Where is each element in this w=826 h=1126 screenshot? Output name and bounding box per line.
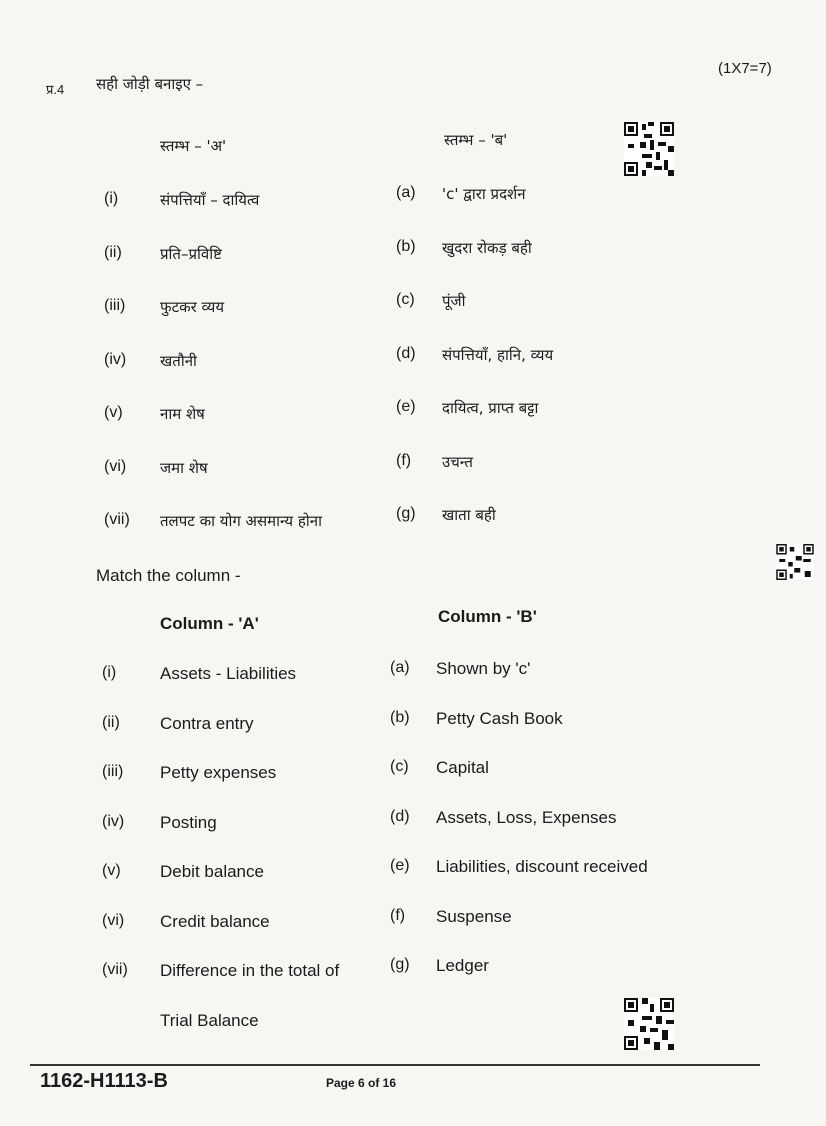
question-number: प्र.4 [46,82,65,97]
english-row-b-text: Capital [436,758,489,777]
hindi-row-b-text: खुदरा रोकड़ बही [442,238,532,257]
english-row-b-text: Ledger [436,956,489,975]
hindi-row-b-letter: (b) [396,237,416,255]
hindi-row-a-number: (vi) [104,457,127,475]
english-row-b-letter: (d) [390,807,410,825]
english-row-a-number: (ii) [102,713,120,731]
english-row-a-text: Credit balance [160,911,270,931]
hindi-column-b-header: स्तम्भ – 'ब' [444,131,508,149]
hindi-row-b-letter: (f) [396,451,412,469]
english-row-b-text: Assets, Loss, Expenses [436,807,617,827]
english-row-a-number: (vi) [102,911,125,929]
footer-divider [30,1064,760,1066]
hindi-row-a-number: (iii) [104,297,126,314]
english-row-a-number: (iii) [102,763,124,780]
english-row-a-text: Posting [160,812,217,832]
english-row-b-text: Shown by 'c' [436,659,531,678]
english-row-b-text: Liabilities, discount received [436,857,648,876]
english-instruction: Match the column - [96,566,241,585]
english-row-b-letter: (f) [390,906,406,924]
english-column-a-header: Column - 'A' [160,614,259,633]
english-row-a-number: (iv) [102,812,125,830]
hindi-row-a-number: (vii) [104,511,130,528]
hindi-row-b-text: खाता बही [442,506,496,524]
hindi-row-b-letter: (c) [396,291,415,308]
hindi-row-b-text: संपत्तियाँ, हानि, व्यय [442,345,554,364]
english-row-b-text: Petty Cash Book [436,708,563,728]
paper-code: 1162-H1113-B [40,1070,168,1092]
english-row-a-number: (i) [102,664,117,681]
hindi-row-b-text: उचन्त [442,452,473,471]
english-row-b-letter: (a) [390,659,410,676]
question-marks: (1X7=7) [718,60,772,77]
qr-code-icon [624,122,674,176]
english-row-a-number: (vii) [102,961,128,978]
english-row-b-letter: (g) [390,956,410,973]
hindi-column-a-header: स्तम्भ – 'अ' [160,137,227,155]
english-row-a-text: Contra entry [160,713,254,733]
hindi-row-a-text: फुटकर व्यय [160,298,225,316]
english-column-b-header: Column - 'B' [438,607,537,626]
hindi-row-a-number: (iv) [104,350,127,368]
hindi-row-b-letter: (e) [396,398,416,415]
english-row-a-text: Difference in the total of [160,961,340,980]
english-row-b-letter: (b) [390,708,410,726]
hindi-row-b-letter: (g) [396,505,416,522]
hindi-row-b-text: पूंजी [442,292,466,310]
question-title-hindi: सही जोड़ी बनाइए – [96,75,204,93]
english-row-a-text: Petty expenses [160,763,277,782]
hindi-row-b-letter: (a) [396,184,416,201]
english-row-b-letter: (e) [390,857,410,874]
english-row-b-text: Suspense [436,906,512,926]
hindi-row-b-letter: (d) [396,344,416,362]
hindi-row-a-text: संपत्तियाँ – दायित्व [160,191,260,209]
qr-code-icon [624,998,674,1050]
hindi-row-b-text: दायित्व, प्राप्त बट्टा [442,399,539,417]
hindi-row-b-text: 'c' द्वारा प्रदर्शन [442,185,526,203]
hindi-row-a-text: प्रति–प्रविष्टि [160,244,222,263]
hindi-row-a-text: जमा शेष [160,458,208,477]
hindi-row-a-text: तलपट का योग असमान्य होना [160,512,322,530]
hindi-row-a-text: खतौनी [160,351,197,370]
qr-code-icon [776,544,814,580]
hindi-row-a-text: नाम शेष [160,405,205,423]
hindi-row-a-number: (i) [104,190,119,207]
page-number: Page 6 of 16 [326,1076,397,1090]
english-row-b-letter: (c) [390,758,409,775]
english-row-a-number: (v) [102,862,121,879]
hindi-row-a-number: (ii) [104,243,122,261]
english-row-a-text: Debit balance [160,862,264,881]
hindi-row-a-number: (v) [104,404,123,421]
english-row7-continuation: Trial Balance [160,1011,259,1030]
english-row-a-text: Assets - Liabilities [160,664,297,683]
